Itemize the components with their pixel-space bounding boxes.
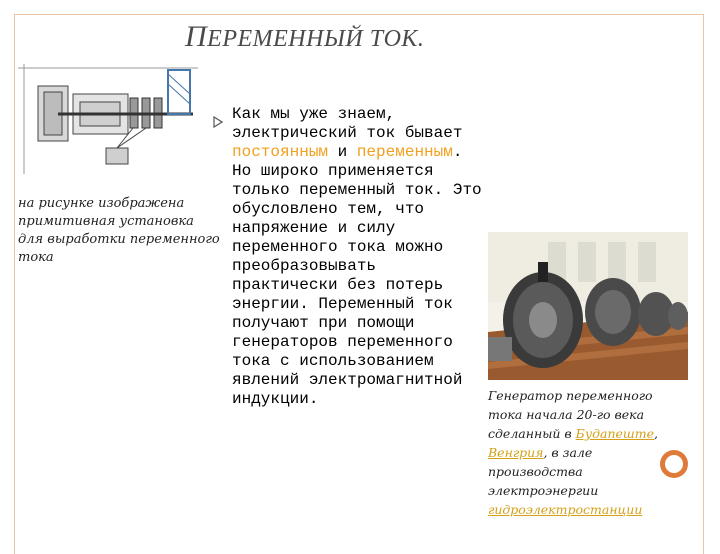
generator-hall-photo: [488, 232, 688, 380]
highlight-alternating: переменным: [356, 143, 453, 161]
photo-caption-text1: Генератор переменного тока начала 20-го века сделанный в: [488, 388, 653, 441]
link-hydro-station[interactable]: гидроэлектростанции: [488, 502, 643, 517]
main-text-part2: и: [328, 143, 357, 161]
main-paragraph: [232, 105, 490, 409]
generator-diagram-image: [18, 64, 198, 174]
main-text-part3: . Но широко применяется только переменный ток. Это обусловлено тем, что напряжение и силу переменного тока можно преобразовывать практически без потерь энергии. Переменный ток получают при помощи генераторов переменного тока с использованием явлений электромагнитной индукции.: [232, 143, 482, 408]
title-rest: ЕРЕМЕННЫЙ ТОК.: [207, 26, 425, 52]
title-first-letter: П: [185, 20, 208, 53]
decorative-circle-icon: [660, 450, 688, 478]
highlight-constant: постоянным: [232, 143, 329, 161]
main-text-part1: Как мы уже знаем, электрический ток бывает: [232, 105, 463, 142]
photo-caption-sep: ,: [654, 426, 658, 441]
photo-caption: [488, 386, 688, 519]
slide-title: [185, 20, 424, 54]
link-hungary[interactable]: Венгрия: [488, 445, 544, 460]
photo-caption-text2: , в зале производства электроэнергии: [488, 445, 599, 498]
link-budapest[interactable]: Будапеште: [575, 426, 655, 441]
bullet-icon: [213, 116, 223, 128]
diagram-caption: на рисунке изображена примитивная установка для выработки переменного тока: [18, 196, 220, 265]
